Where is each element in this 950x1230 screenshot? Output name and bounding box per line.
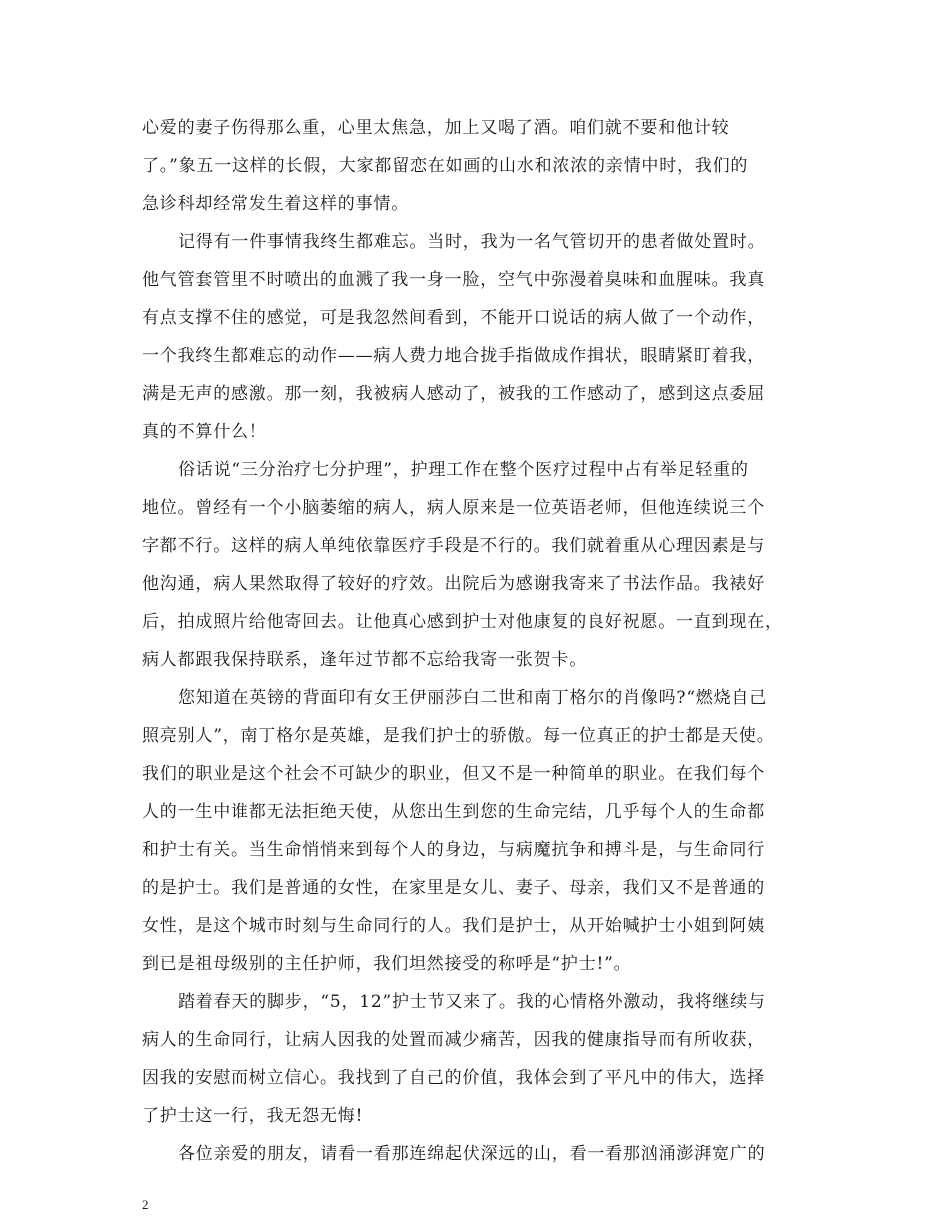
text-line: 病人的生命同行，让病人因我的处置而减少痛苦，因我的健康指导而有所收获， xyxy=(142,1030,765,1050)
text-line: 和护士有关。当生命悄悄来到每个人的身边，与病魔抗争和搏斗是，与生命同行 xyxy=(142,840,765,860)
text-line: 后，拍成照片给他寄回去。让他真心感到护士对他康复的良好祝愿。一直到现在， xyxy=(142,612,783,632)
paragraph-first-line: 踏着春天的脚步，“5，12”护士节又来了。我的心情格外激动，我将继续与 xyxy=(178,992,766,1012)
text-line: 了。”象五一这样的长假，大家都留恋在如画的山水和浓浓的亲情中时，我们的 xyxy=(142,156,749,176)
text-line: 照亮别人”，南丁格尔是英雄，是我们护士的骄傲。每一位真正的护士都是天使。 xyxy=(142,726,775,746)
text-line: 到已是祖母级别的主任护师，我们坦然接受的称呼是“护士!”。 xyxy=(142,954,632,974)
text-line: 因我的安慰而树立信心。我找到了自己的价值，我体会到了平凡中的伟大，选择 xyxy=(142,1068,765,1088)
text-line: 病人都跟我保持联系，逢年过节都不忘给我寄一张贺卡。 xyxy=(142,650,587,670)
text-line: 真的不算什么！ xyxy=(142,422,267,442)
text-line: 有点支撑不住的感觉，可是我忽然间看到，不能开口说话的病人做了一个动作， xyxy=(142,308,765,328)
paragraph-first-line: 记得有一件事情我终生都难忘。当时，我为一名气管切开的患者做处置时。 xyxy=(178,232,766,252)
text-line: 了护士这一行，我无怨无悔! xyxy=(142,1106,364,1126)
paragraph-first-line: 俗话说“三分治疗七分护理”，护理工作在整个医疗过程中占有举足轻重的 xyxy=(178,460,749,480)
text-line: 地位。曾经有一个小脑萎缩的病人，病人原来是一位英语老师，但他连续说三个 xyxy=(142,498,765,518)
text-line: 的是护士。我们是普通的女性，在家里是女儿、妻子、母亲，我们又不是普通的 xyxy=(142,878,765,898)
text-line: 女性，是这个城市时刻与生命同行的人。我们是护士，从开始喊护士小姐到阿姨 xyxy=(142,916,765,936)
text-line: 他气管套管里不时喷出的血溅了我一身一脸，空气中弥漫着臭味和血腥味。我真 xyxy=(142,270,765,290)
page-number: 2 xyxy=(142,1197,149,1212)
paragraph-first-line: 您知道在英镑的背面印有女王伊丽莎白二世和南丁格尔的肖像吗?“燃烧自己 xyxy=(178,688,768,708)
text-line: 我们的职业是这个社会不可缺少的职业，但又不是一种简单的职业。在我们每个 xyxy=(142,764,765,784)
text-line: 心爱的妻子伤得那么重，心里太焦急，加上又喝了酒。咱们就不要和他计较 xyxy=(142,118,730,138)
text-line: 他沟通，病人果然取得了较好的疗效。出院后为感谢我寄来了书法作品。我裱好 xyxy=(142,574,765,594)
text-line: 满是无声的感激。那一刻，我被病人感动了，被我的工作感动了，感到这点委屈 xyxy=(142,384,765,404)
paragraph-first-line: 各位亲爱的朋友，请看一看那连绵起伏深远的山，看一看那汹涌澎湃宽广的 xyxy=(178,1144,766,1164)
text-line: 急诊科却经常发生着这样的事情。 xyxy=(142,194,409,214)
text-line: 一个我终生都难忘的动作——病人费力地合拢手指做成作揖状，眼睛紧盯着我， xyxy=(142,346,765,366)
text-line: 人的一生中谁都无法拒绝天使，从您出生到您的生命完结，几乎每个人的生命都 xyxy=(142,802,765,822)
text-line: 字都不行。这样的病人单纯依靠医疗手段是不行的。我们就着重从心理因素是与 xyxy=(142,536,765,556)
